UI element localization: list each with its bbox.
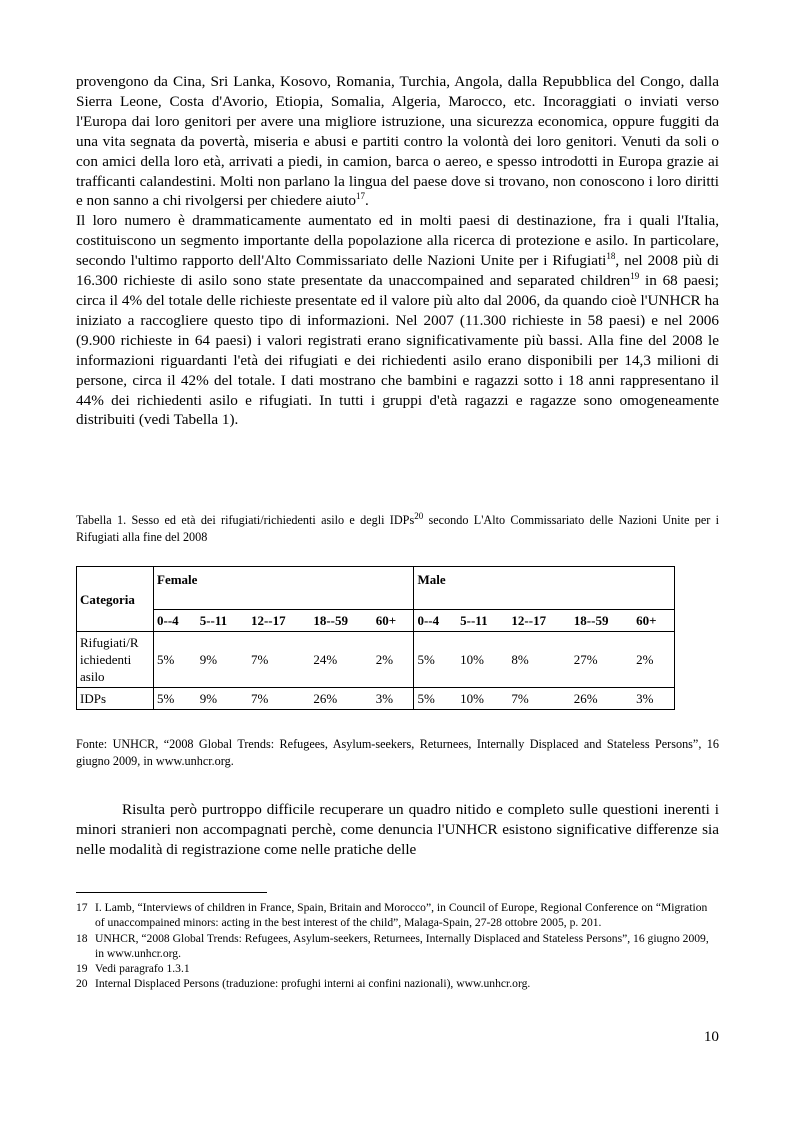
paragraph-text: provengono da Cina, Sri Lanka, Kosovo, Romania, Turchia, Angola, dalla Repubblica del Congo, dalla Sierra Leone, Costa d'Avorio, Etiopia, Somalia, Algeria, Marocco, etc. Incoraggiati o inviati verso l'Europa dai loro genitori per avere una migliore istruzione, una sicurezza economica, oppure fuggiti da una vita segnata da povertà, miseria e abusi e partiti contro la volontà dei loro genitori. Venuti da soli o con amici della loro età, arrivati a piedi, in camion, barca o aereo, e spesso introdotti in Europa grazie ai trafficanti calandestini. Molti non parlano la lingua del paese dove si trovano, non conoscono i loro diritti e non sanno a chi rivolgersi per chiedere aiuto bbox=[76, 73, 719, 210]
table-cell: 2% bbox=[373, 632, 414, 688]
footnote-text: Vedi paragrafo 1.3.1 bbox=[95, 962, 190, 976]
age-group-cell: 18--59 bbox=[310, 610, 372, 632]
female-header: Female bbox=[154, 567, 414, 610]
age-group-cell: 0--4 bbox=[414, 610, 457, 632]
row-label: IDPs bbox=[77, 688, 154, 710]
age-groups-row bbox=[77, 610, 675, 632]
paragraph-text: Risulta però purtroppo difficile recuperare un quadro nitido e completo sulle questioni inerenti i minori stranieri non accompagnati perchè, come denuncia l'UNHCR esistono significative differenze sia nelle modalità di registrazione come nelle pratiche delle bbox=[76, 801, 719, 858]
table-cell: 3% bbox=[633, 688, 674, 710]
footnotes bbox=[76, 900, 719, 992]
footnote-number: 20 bbox=[76, 977, 88, 991]
age-group-cell: 60+ bbox=[633, 610, 674, 632]
age-group-cell: 5--11 bbox=[457, 610, 508, 632]
age-group-cell: 12--17 bbox=[248, 610, 310, 632]
footnote-18 bbox=[76, 931, 719, 962]
table-cell: 5% bbox=[414, 688, 457, 710]
paragraph-text: in 68 paesi; circa il 4% del totale delle richieste presentate ed il valore più alto dal 2006, da quando cioè l'UNHCR ha iniziato a raccogliere questo tipo di informazioni. Nel 2007 (11.300 richieste in 58 paesi) e nel 2006 (9.900 richieste in 64 paesi) i valori registrati erano significativamente più bassi. Alla fine del 2008 le informazioni riguardanti l'età dei rifugiati e dei richiedenti asilo erano disponibili per 14,3 milioni di persone, circa il 42% del totale. I dati mostrano che bambini e ragazzi sotto i 18 anni rappresentano il 44% dei richiedenti asilo e rifugiati. In tutti i gruppi d'età ragazzi e ragazze sono omogeneamente distribuiti (vedi Tabella 1). bbox=[76, 272, 719, 429]
table-cell: 2% bbox=[633, 632, 674, 688]
table-header-row bbox=[77, 567, 675, 610]
table-cell: 24% bbox=[310, 632, 372, 688]
row-label: Rifugiati/R ichiedenti asilo bbox=[77, 632, 154, 688]
footnote-separator bbox=[76, 892, 267, 893]
footnote-20 bbox=[76, 976, 719, 991]
male-header: Male bbox=[414, 567, 675, 610]
table-cell: 10% bbox=[457, 688, 508, 710]
footnote-ref-20: 20 bbox=[414, 510, 424, 521]
table-cell: 10% bbox=[457, 632, 508, 688]
footnote-17 bbox=[76, 900, 719, 931]
table-cell: 5% bbox=[154, 632, 197, 688]
paragraph-text: Il loro numero è drammaticamente aumentato ed in molti paesi di destinazione, fra i quali l'Italia, costituiscono un segmento importante della popolazione alla ricerca di protezione e asilo. In particolare, secondo l'ultimo rapporto dell'Alto Commissariato delle Nazioni Unite per i Rifugiati bbox=[76, 212, 719, 270]
refugees-table bbox=[76, 566, 675, 710]
table-source-note: Fonte: UNHCR, “2008 Global Trends: Refugees, Asylum-seekers, Returnees, Internally Displaced and Stateless Persons”, 16 giugno 2009, in www.unhcr.org. bbox=[76, 737, 719, 768]
table-cell: 7% bbox=[248, 688, 310, 710]
footnote-number: 19 bbox=[76, 962, 88, 976]
table-caption bbox=[76, 512, 719, 546]
footnote-number: 17 bbox=[76, 901, 88, 914]
table-cell: 5% bbox=[414, 632, 457, 688]
table-row bbox=[77, 632, 675, 688]
table-row bbox=[77, 688, 675, 710]
footnote-ref-17: 17 bbox=[356, 191, 366, 202]
table-cell: 27% bbox=[571, 632, 633, 688]
age-group-cell: 5--11 bbox=[197, 610, 248, 632]
document-page bbox=[76, 72, 719, 1045]
caption-text: secondo L'Alto Commissariato delle Nazioni Unite per i Rifugiati alla fine del 2008 bbox=[76, 513, 719, 544]
table-cell: 3% bbox=[373, 688, 414, 710]
age-group-cell: 60+ bbox=[373, 610, 414, 632]
body-paragraph-1: provengono da Cina, Sri Lanka, Kosovo, Romania, Turchia, Angola, dalla Repubblica del Congo, dalla Sierra Leone, Costa d'Avorio, Etiopia, Somalia, Algeria, Marocco, etc. Incoraggiati o inviati verso l'Europa dai loro genitori per avere una migliore istruzione, una sicurezza economica, oppure fuggiti da una vita segnata da povertà, miseria e abusi e partiti contro la volontà dei loro genitori. Venuti da soli o con amici della loro età, arrivati a piedi, in camion, barca o aereo, e spesso introdotti in Europa grazie ai trafficanti calandestini. Molti non parlano la lingua del paese dove si trovano, non conoscono i loro diritti e non sanno a chi rivolgersi per chiedere aiuto$^{17}$. bbox=[76, 73, 719, 210]
category-header: Categoria bbox=[77, 567, 154, 632]
age-group-cell: 12--17 bbox=[508, 610, 570, 632]
footnote-19 bbox=[76, 961, 719, 976]
body-paragraph-2 bbox=[76, 211, 719, 430]
footnote-text: I. Lamb, “Interviews of children in France, Spain, Britain and Morocco”, in Council of Europe, Regional Conference on “Migration of unaccompained minors: acting in the best interest of the child”, Malaga-Spain, 27-28 ottobre 2005, p. 201. bbox=[95, 901, 708, 930]
caption-text: Tabella 1. Sesso ed età dei rifugiati/richiedenti asilo e degli IDPs bbox=[76, 513, 415, 527]
footnote-ref-18: 18 bbox=[606, 251, 616, 262]
table-cell: 7% bbox=[248, 632, 310, 688]
table-cell: 9% bbox=[197, 632, 248, 688]
footnote-text: UNHCR, “2008 Global Trends: Refugees, Asylum-seekers, Returnees, Internally Displaced and Stateless Persons”, 16 giugno 2009, in www.unhcr.org. bbox=[95, 931, 709, 960]
footnote-text: Internal Displaced Persons (traduzione: profughi interni ai confini nazionali), www.unhcr.org. bbox=[95, 977, 531, 991]
footnote-number: 18 bbox=[76, 931, 88, 945]
footnote-ref-19: 19 bbox=[630, 271, 640, 281]
age-group-cell: 0--4 bbox=[154, 610, 197, 632]
table-cell: 8% bbox=[508, 632, 570, 688]
table-cell: 5% bbox=[154, 688, 197, 710]
page-number: 10 bbox=[703, 1028, 719, 1045]
age-group-cell: 18--59 bbox=[571, 610, 633, 632]
table-cell: 7% bbox=[508, 688, 570, 710]
table-cell: 26% bbox=[310, 688, 372, 710]
table-cell: 26% bbox=[571, 688, 633, 710]
paragraph-text: , nel 2008 più di 16.300 richieste di asilo sono state presentate da unaccompained and separated children bbox=[76, 252, 719, 290]
body-paragraph-3 bbox=[76, 800, 719, 860]
table-cell: 9% bbox=[197, 688, 248, 710]
